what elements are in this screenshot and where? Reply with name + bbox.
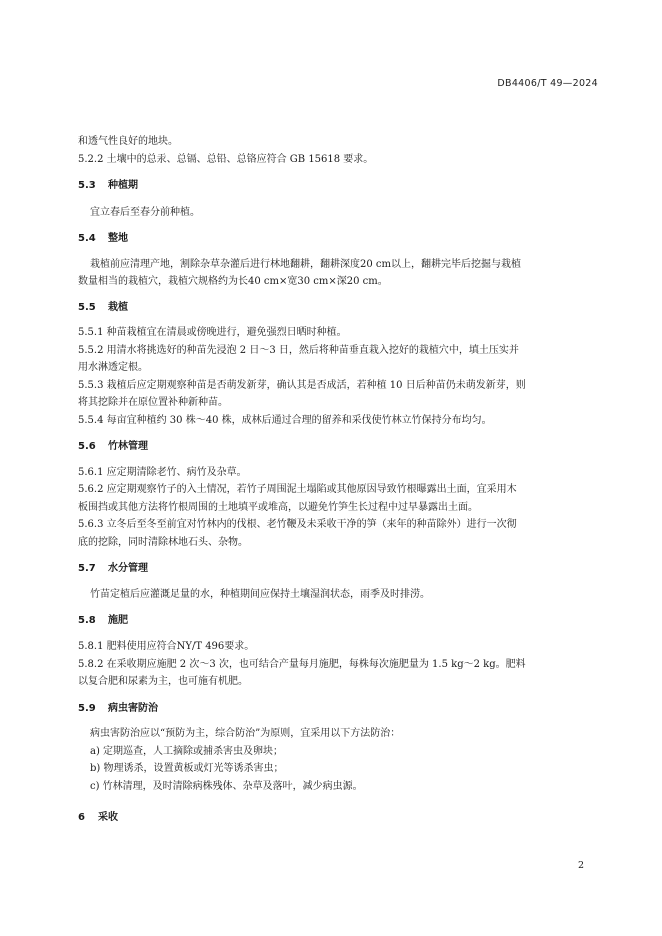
text-line: 5.8.1 肥料使用应符合NY/T 496要求。 <box>78 641 255 652</box>
chapter-heading: 6 采收 <box>78 812 118 823</box>
text-line: 5.6.2 应定期观察竹子的入土情况，若竹子周围泥土塌陷或其他原因导致竹根曝露出土面，宜采用木 <box>78 484 517 495</box>
page-number: 2 <box>578 860 585 871</box>
text-line: 底的挖除，同时清除林地石头、杂物。 <box>78 537 248 548</box>
section-heading: 5.6 竹林管理 <box>78 441 148 452</box>
list-item: a) 定期巡查，人工摘除或捕杀害虫及卵块； <box>90 746 284 757</box>
text-line: 病虫害防治应以“预防为主，综合防治”为原则，宜采用以下方法防治： <box>90 728 401 739</box>
text-line: 数量相当的栽植穴，栽植穴规格约为长40 cm×宽30 cm×深20 cm。 <box>78 276 388 287</box>
text-line: 用水淋透定根。 <box>78 362 148 373</box>
text-line: 板围挡或其他方法将竹根周围的土地填平或堆高，以避免竹笋生长过程中过早暴露出土面。 <box>78 502 478 513</box>
text-line: 以复合肥和尿素为主，也可施有机肥。 <box>78 676 248 687</box>
section-heading: 5.8 施肥 <box>78 615 128 626</box>
text-line: 5.6.1 应定期清除老竹、病竹及杂草。 <box>78 467 247 478</box>
text-line: 5.5.1 种苗栽植宜在清晨或傍晚进行，避免强烈日晒时种植。 <box>78 327 347 338</box>
text-line: 宜立春后至春分前种植。 <box>90 207 200 218</box>
section-heading: 5.4 整地 <box>78 233 128 244</box>
text-line: 将其挖除并在原位置补种新种苗。 <box>78 397 228 408</box>
list-item: c) 竹林清理，及时清除病株残体、杂草及落叶，减少病虫源。 <box>90 781 363 792</box>
list-item: b) 物理诱杀，设置黄板或灯光等诱杀害虫； <box>90 763 284 774</box>
text-line: 竹苗定植后应灌溉足量的水，种植期间应保持土壤湿润状态，雨季及时排涝。 <box>90 589 430 600</box>
text-line: 和透气性良好的地块。 <box>78 136 178 147</box>
text-line: 5.8.2 在采收期应施肥 2 次～3 次，也可结合产量每月施肥，每株每次施肥量为 1.5 kg～2 kg。肥料 <box>78 659 526 670</box>
document-code: DB4406/T 49—2024 <box>497 78 598 89</box>
text-line: 栽植前应清理产地，割除杂草杂灌后进行林地翻耕，翻耕深度20 cm以上，翻耕完毕后挖掘与栽植 <box>90 259 521 270</box>
section-heading: 5.3 种植期 <box>78 180 138 191</box>
text-line: 5.2.2 土壤中的总汞、总镉、总铅、总铬应符合 GB 15618 要求。 <box>78 154 374 165</box>
section-heading: 5.9 病虫害防治 <box>78 703 158 714</box>
text-line: 5.5.4 每亩宜种植约 30 株～40 株，成林后通过合理的留养和采伐使竹林立竹保持分布均匀。 <box>78 415 492 426</box>
text-line: 5.5.3 栽植后应定期观察种苗是否萌发新芽，确认其是否成活，若种植 10 日后种苗仍未萌发新芽，则 <box>78 380 526 391</box>
section-heading: 5.7 水分管理 <box>78 563 148 574</box>
text-line: 5.5.2 用清水将挑选好的种苗先浸泡 2 日～3 日，然后将种苗垂直栽入挖好的栽植穴中，填土压实并 <box>78 345 519 356</box>
text-line: 5.6.3 立冬后至冬至前宜对竹林内的伐根、老竹鞭及未采收干净的笋（来年的种苗除外）进行一次彻 <box>78 519 517 530</box>
section-heading: 5.5 栽植 <box>78 302 128 313</box>
